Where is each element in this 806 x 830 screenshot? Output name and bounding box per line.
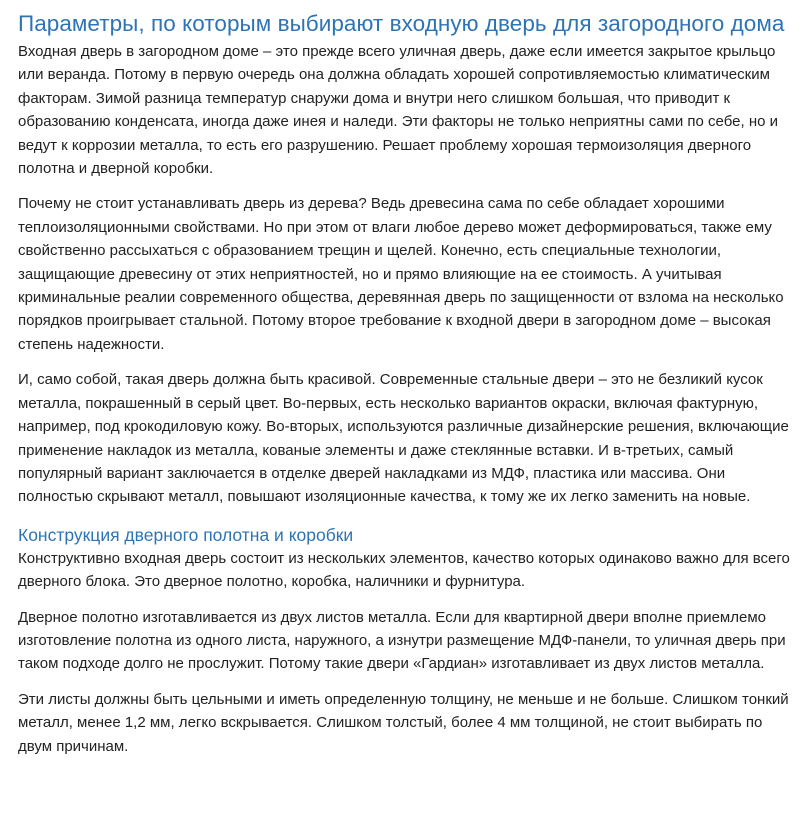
page-title: Параметры, по которым выбирают входную дверь для загородного дома — [18, 11, 785, 36]
paragraph-sheet-thickness: Эти листы должны быть цельными и иметь определенную толщину, не меньше и не больше. Слишком тонкий металл, менее 1,2 мм, легко вскрывается. Слишком толстый, более 4 мм толщиной, не стоит выбирать по двум причинам. — [18, 690, 789, 755]
paragraph-wood: Почему не стоит устанавливать дверь из дерева? Ведь древесина сама по себе обладает хорошими теплоизоляционными свойствами. Но при этом от влаги любое дерево может деформироваться, также ему свойственно рассыхаться с образованием трещин и щелей. Конечно, есть специальные технологии, защищающие древесину от этих неприятностей, но и прямо влияющие на ее стоимость. А учитывая криминальные реалии современного общества, деревянная дверь по защищенности от взлома на несколько порядков проигрывает стальной. Потому второе требование к входной двери в загородном доме – высокая степень надежности. — [18, 195, 784, 353]
paragraph-design: И, само собой, такая дверь должна быть красивой. Современные стальные двери – это не безликий кусок металла, покрашенный в серый цвет. Во-первых, есть несколько вариантов окраски, включая фактурную, например, под крокодиловую кожу. Во-вторых, используются различные дизайнерские решения, включающие применение накладок из металла, кованые элементы и даже стеклянные вставки. И в-третьих, самый популярный вариант заключается в отделке дверей накладками из МДФ, пластика или массива. Они полностью скрывают металл, повышают изоляционные качества, к тому же их легко заменить на новые. — [18, 371, 789, 506]
section-heading-construction: Конструкция дверного полотна и коробки — [18, 524, 354, 545]
article — [18, 8, 798, 758]
paragraph-elements: Конструктивно входная дверь состоит из нескольких элементов, качество которых одинаково важно для всего дверного блока. Это дверное полотно, коробка, наличники и фурнитура. — [18, 549, 790, 591]
paragraph-door-leaf: Дверное полотно изготавливается из двух листов металла. Если для квартирной двери вполне приемлемо изготовление полотна из одного листа, наружного, а изнутри размещение МДФ-панели, то уличная дверь при таком подходе долго не прослужит. Потому такие двери «Гардиан» изготавливает из двух листов металла. — [18, 608, 786, 673]
paragraph-climate: Входная дверь в загородном доме – это прежде всего уличная дверь, даже если имеется закрытое крыльцо или веранда. Потому в первую очередь она должна обладать хорошей сопротивляемостью климатическим факторам. Зимой разница температур снаружи дома и внутри него слишком большая, что приводит к образованию конденсата, иногда даже инея и наледи. Эти факторы не только неприятны сами по себе, но и ведут к коррозии металла, то есть его разрушению. Решает проблему хорошая термоизоляция дверного полотна и дверной коробки. — [18, 43, 778, 178]
